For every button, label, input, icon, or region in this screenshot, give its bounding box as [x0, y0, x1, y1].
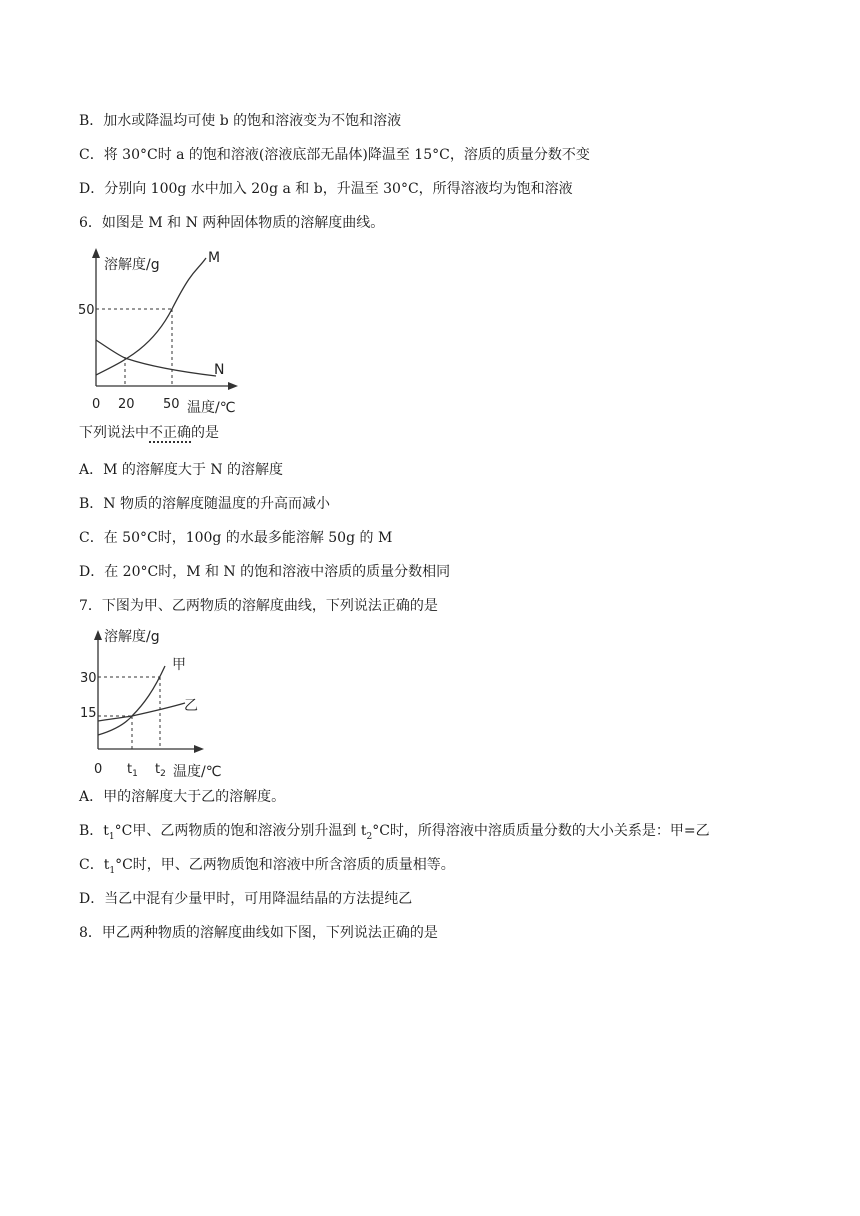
q7-x-tick-t2	[155, 762, 166, 779]
q7-curve-yi-label: 乙	[184, 698, 198, 714]
q7-option-b	[79, 822, 710, 846]
q6-option-c: C．在 50°C时，100g 的水最多能溶解 50g 的 M	[79, 530, 393, 546]
q6-curve-m	[96, 258, 206, 375]
q6-y-axis-label: 溶解度/g	[104, 257, 160, 273]
q6-option-a: A．M 的溶解度大于 N 的溶解度	[79, 462, 284, 478]
q7-option-b-part2: °C甲、乙两物质的饱和溶液分别升温到 t	[114, 823, 367, 839]
q5-option-b: B．加水或降温均可使 b 的饱和溶液变为不饱和溶液	[79, 113, 402, 129]
q7-x-tick-t1	[127, 762, 138, 779]
q7-option-c	[79, 856, 455, 880]
q7-option-b-part1: B．t	[79, 823, 109, 839]
q7-solubility-chart	[80, 626, 230, 782]
q5-option-c: C．将 30°C时 a 的饱和溶液(溶液底部无晶体)降温至 15°C，溶质的质量分数不变	[79, 147, 590, 163]
q7-x-tick-t2-base: t	[155, 762, 161, 777]
q7-x-tick-t1-sub: 1	[132, 769, 138, 779]
q6-curve-n	[96, 340, 216, 376]
q7-y-axis-label: 溶解度/g	[104, 629, 160, 645]
q6-prompt	[79, 424, 219, 442]
q6-x-axis-label: 温度/℃	[187, 400, 236, 416]
q7-option-b-sub1: 1	[108, 831, 115, 842]
q6-stem: 6．如图是 M 和 N 两种固体物质的溶解度曲线。	[79, 215, 385, 231]
q7-curve-jia-label: 甲	[172, 657, 186, 673]
q7-option-b-part3: °C时，所得溶液中溶质质量分数的大小关系是：甲=乙	[372, 823, 710, 839]
q6-option-b: B．N 物质的溶解度随温度的升高而减小	[79, 496, 330, 512]
q7-x-tick-t2-sub: 2	[160, 769, 166, 779]
q7-option-b-sub2: 2	[366, 831, 373, 842]
q6-x-tick-50: 50	[163, 397, 180, 412]
q6-curve-m-label: M	[208, 250, 221, 266]
q7-x-tick-t1-base: t	[127, 762, 133, 777]
q5-option-d: D．分别向 100g 水中加入 20g a 和 b，升温至 30°C，所得溶液均为饱和溶液	[79, 181, 573, 197]
q6-x-tick-20: 20	[118, 397, 135, 412]
q6-origin: 0	[92, 397, 101, 412]
q7-option-d: D．当乙中混有少量甲时，可用降温结晶的方法提纯乙	[79, 891, 413, 907]
q6-prompt-emphasis: 不正确	[149, 425, 191, 441]
q6-prompt-after: 的是	[191, 425, 219, 441]
q6-solubility-chart	[76, 242, 256, 418]
q7-y-tick-15: 15	[80, 706, 97, 721]
q6-prompt-before: 下列说法中	[79, 425, 149, 441]
q7-option-c-part1: C．t	[79, 857, 110, 873]
q7-option-c-sub1: 1	[109, 865, 116, 876]
q6-option-d: D．在 20°C时，M 和 N 的饱和溶液中溶质的质量分数相同	[79, 564, 451, 580]
q7-origin: 0	[94, 762, 103, 777]
q7-stem: 7．下图为甲、乙两物质的溶解度曲线，下列说法正确的是	[79, 598, 438, 614]
q7-y-tick-30: 30	[80, 671, 97, 686]
q6-curve-n-label: N	[214, 362, 225, 378]
q7-x-axis-label: 温度/℃	[173, 764, 222, 780]
q7-option-a: A．甲的溶解度大于乙的溶解度。	[79, 789, 286, 805]
q8-stem: 8．甲乙两种物质的溶解度曲线如下图，下列说法正确的是	[79, 925, 438, 941]
q6-y-tick-50: 50	[78, 303, 95, 318]
q7-option-c-part2: °C时，甲、乙两物质饱和溶液中所含溶质的质量相等。	[115, 857, 455, 873]
